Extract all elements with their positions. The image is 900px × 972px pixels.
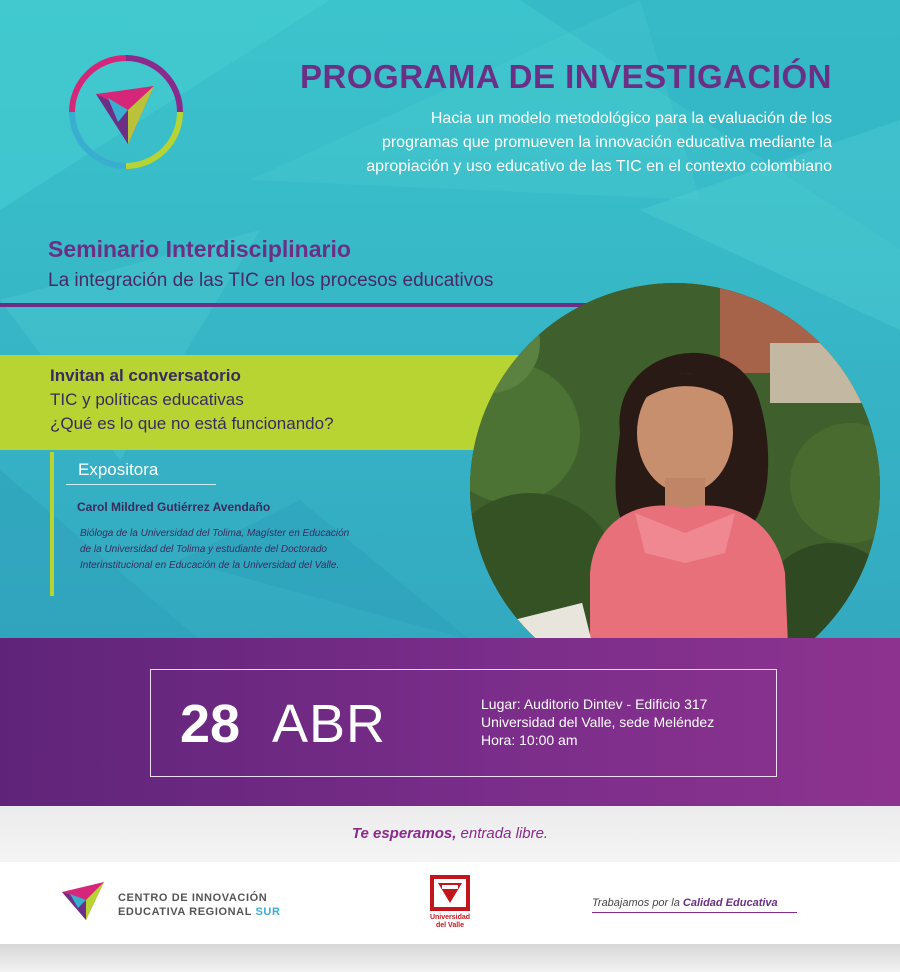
program-subtitle-line: Hacia un modelo metodológico para la evaluación de los [430, 110, 832, 127]
university-name-line: del Valle [435, 922, 465, 929]
event-venue: Lugar: Auditorio Dintev - Edificio 317 [481, 696, 708, 712]
invitation-title: Invitan al conversatorio [50, 366, 241, 385]
speaker-portrait-illustration [470, 283, 880, 693]
speaker-bio-line: de la Universidad del Tolima y estudiante del Doctorado [80, 544, 327, 555]
center-name-line2 [118, 906, 281, 918]
university-name-line: Universidad [429, 914, 471, 921]
speaker-bio-line: Interinstitucional en Educación de la Universidad del Valle. [80, 560, 340, 571]
event-time: Hora: 10:00 am [481, 732, 578, 748]
event-month: ABR [272, 694, 387, 754]
program-subtitle-line: apropiación y uso educativo de las TIC en el contexto colombiano [366, 158, 832, 175]
program-title: PROGRAMA DE INVESTIGACIÓN [300, 58, 832, 95]
seminar-subtitle: La integración de las TIC en los procesos educativos [48, 270, 494, 291]
welcome-bold: Te esperamos, [351, 825, 457, 842]
center-name-main: EDUCATIVA REGIONAL [118, 906, 256, 918]
speaker-photo [470, 283, 880, 693]
event-day: 28 [180, 694, 241, 754]
speaker-label-underline [66, 484, 216, 485]
event-campus: Universidad del Valle, sede Meléndez [481, 714, 715, 730]
speaker-label: Expositora [78, 460, 159, 479]
footer-shadow [0, 944, 900, 972]
speaker-name: Carol Mildred Gutiérrez Avendaño [77, 500, 271, 514]
welcome-message [0, 825, 900, 842]
tagline-accent: Calidad Educativa [682, 897, 778, 909]
tagline-main: Trabajamos por la [592, 897, 683, 909]
program-subtitle-line: programas que promueven la innovación educativa mediante la [381, 134, 832, 151]
tagline-underline [592, 912, 797, 913]
tagline [592, 897, 778, 909]
speaker-accent-bar [50, 452, 54, 596]
speaker-bio-line: Bióloga de la Universidad del Tolima, Magíster en Educación [80, 528, 350, 539]
center-name-accent: SUR [255, 906, 281, 918]
university-shield-icon [428, 873, 472, 913]
center-name-line1: CENTRO DE INNOVACIÓN [118, 892, 268, 904]
program-logo-icon [66, 52, 186, 172]
seminar-divider [0, 303, 600, 307]
speaker-bio [80, 526, 415, 574]
seminar-title: Seminario Interdisciplinario [48, 236, 351, 262]
invitation-topic-line: ¿Qué es lo que no está funcionando? [50, 414, 334, 433]
welcome-rest: entrada libre. [456, 825, 549, 842]
invitation-topic-line: TIC y políticas educativas [50, 390, 244, 409]
center-logo-icon [60, 880, 106, 922]
university-name [420, 914, 480, 930]
program-subtitle [252, 107, 832, 179]
